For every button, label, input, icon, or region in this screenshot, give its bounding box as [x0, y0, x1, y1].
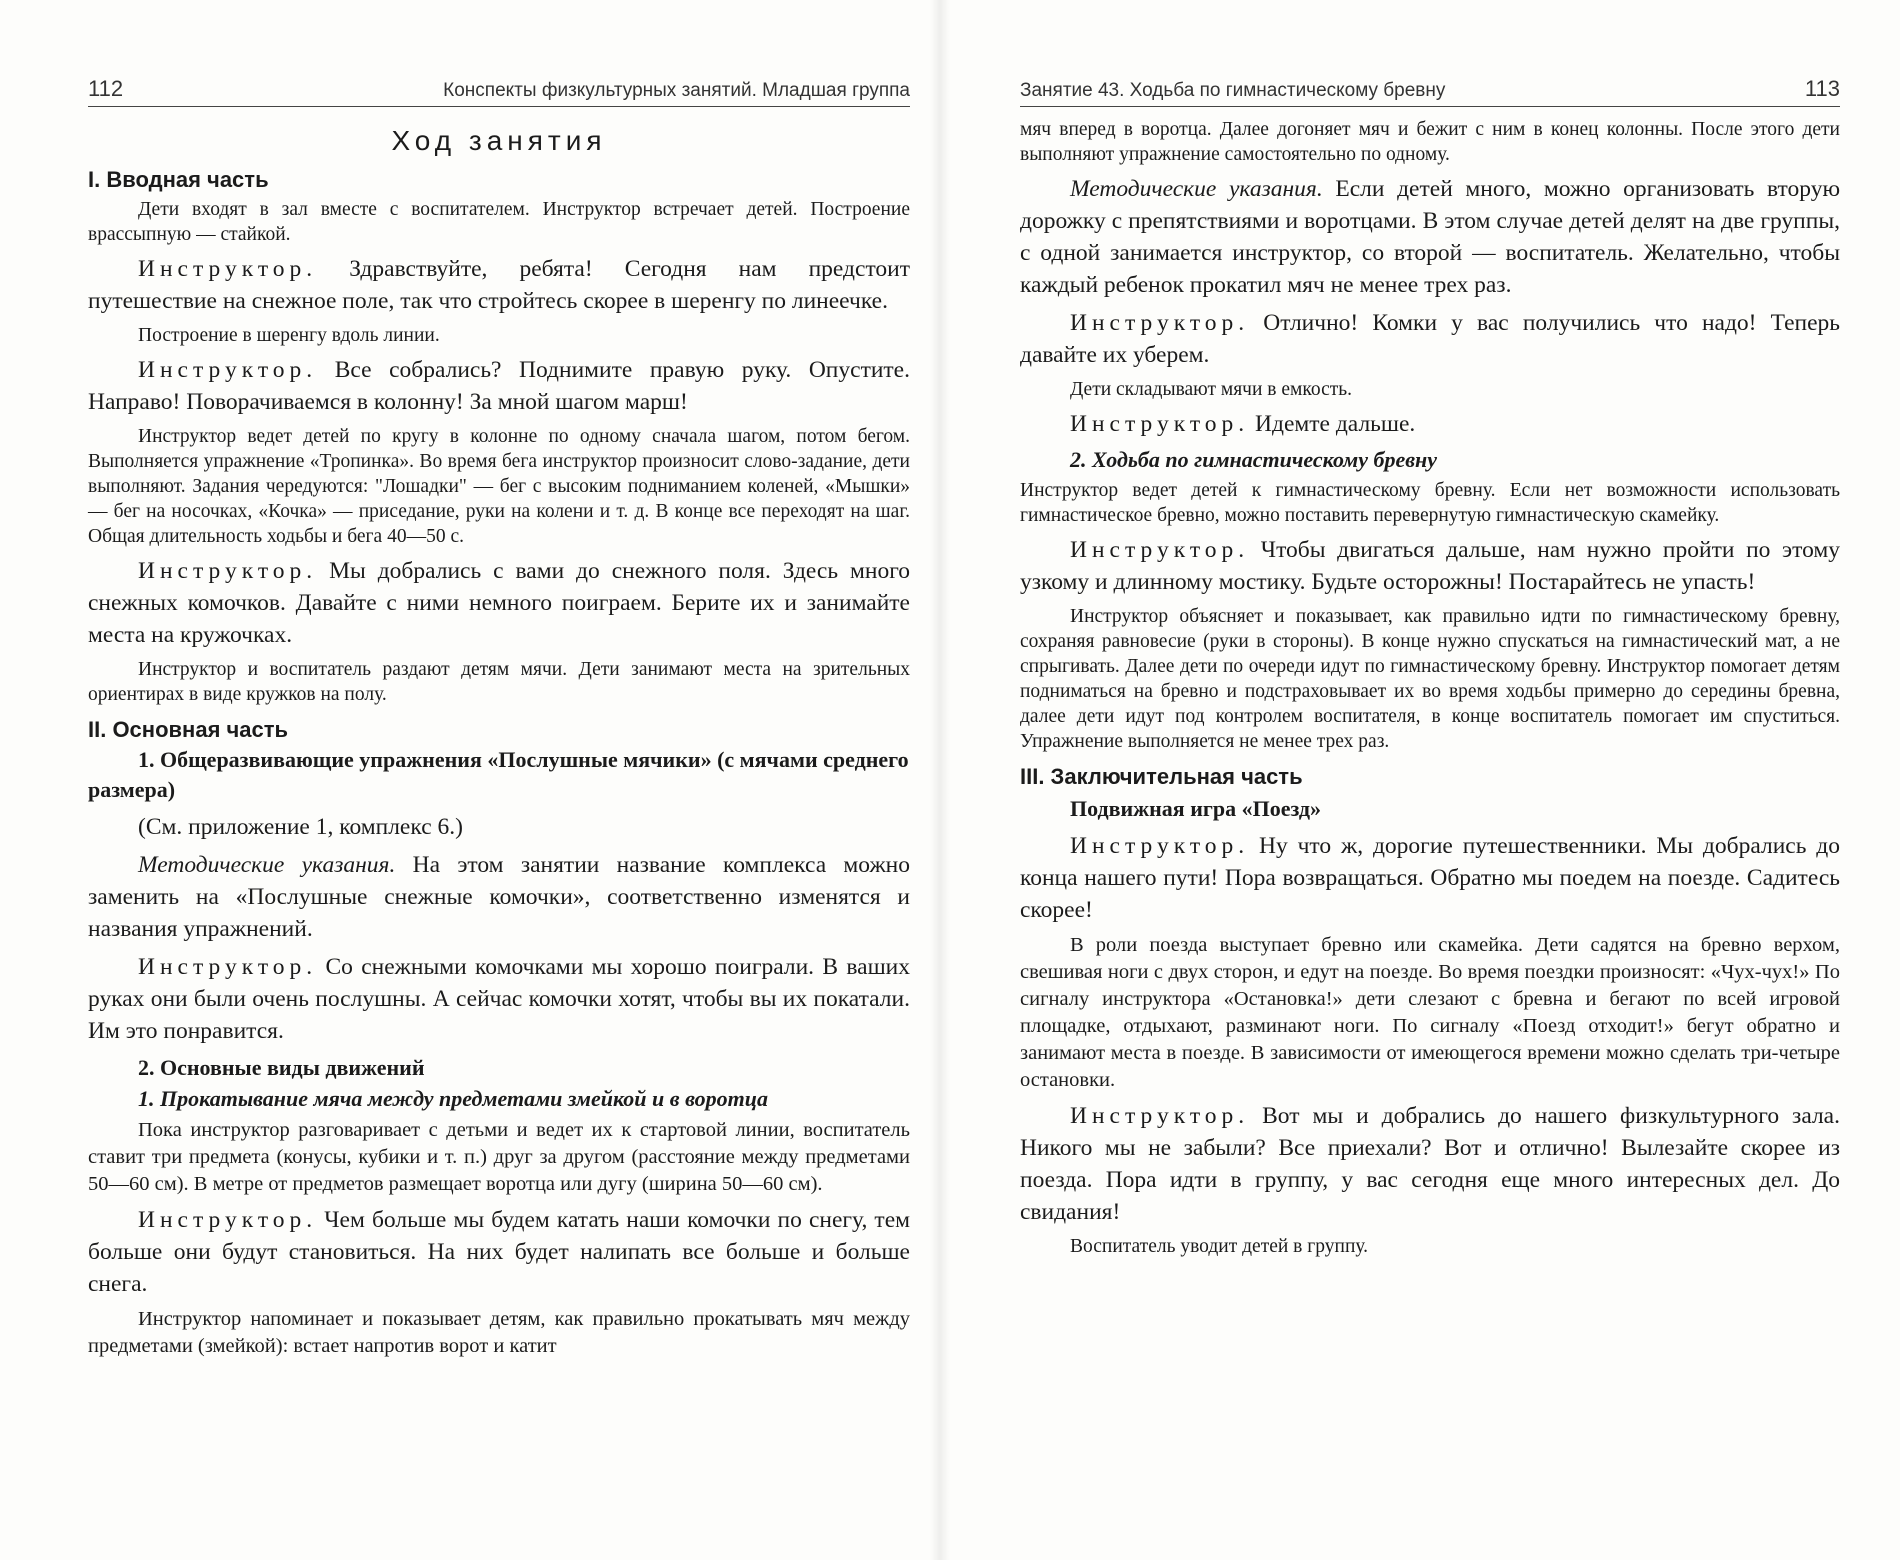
speaker: Инструктор. [1070, 1103, 1250, 1129]
speaker: Инструктор. [138, 954, 318, 980]
section-heading-final: III. Заключительная часть [1020, 764, 1303, 789]
speech: Идемте дальше. [1249, 411, 1416, 437]
methodical-note [88, 849, 910, 945]
exercise-heading: 2. Ходьба по гимнастическому бревну [1070, 447, 1438, 472]
paragraph: Инструктор объясняет и показывает, как правильно идти по гимнастическому бревну, сохраняя равновесие (руки в стороны). В конце нужно спускаться на гимнастический мат, а не спрыгивать. Далее дети по очереди идут по гимнастическому бревну. Инструктор помогает детям подниматься на бревно и подстраховывает их во время ходьбы примерно до середины бревна, далее дети идут под контролем воспитателя, в конце воспитатель помогает им спуститься. Упражнение выполняется не менее трех раз. [1020, 606, 1840, 752]
left-page-number: 112 [88, 76, 124, 101]
paragraph: Дети входят в зал вместе с воспитателем. Инструктор встречает детей. Построение врассыпную — стайкой. [88, 199, 910, 245]
dialogue-paragraph [1020, 1100, 1840, 1228]
paragraph: Инструктор ведет детей к гимнастическому бревну. Если нет возможности использовать гимнастическое бревно, можно поставить перевернутую гимнастическую скамейку. [1020, 480, 1840, 526]
right-running-header [1020, 60, 1840, 107]
left-page [0, 0, 940, 1560]
note-text: Если детей много, можно организовать вторую дорожку с препятствиями и воротцами. В этом случае детей делят на две группы, с одной занимается инструктор, со второй — воспитатель. Желательно, чтобы каждый ребенок прокатил мяч не менее трех раз. [1020, 176, 1841, 298]
paragraph: мяч вперед в воротца. Далее догоняет мяч и бежит с ним в конец колонны. После этого дети выполняют упражнение самостоятельно по одному. [1020, 119, 1840, 165]
paragraph: Пока инструктор разговаривает с детьми и ведет их к стартовой линии, воспитатель ставит три предмета (конусы, кубики и т. п.) друг за другом (расстояние между предметами 50—60 см). В метре от предметов размещает воротца или дугу (ширина 50—60 см). [88, 1119, 910, 1195]
lesson-title: Ход занятия [391, 125, 607, 156]
paragraph: Воспитатель уводит детей в группу. [1070, 1236, 1369, 1257]
speaker: Инструктор. [1070, 411, 1250, 437]
paragraph: (См. приложение 1, комплекс 6.) [138, 814, 463, 840]
speaker: Инструктор. [138, 558, 318, 584]
dialogue-paragraph [88, 555, 910, 651]
note-label: Методические указания. [138, 852, 396, 878]
speaker: Инструктор. [1070, 537, 1250, 563]
left-running-header [88, 60, 910, 107]
paragraph: Инструктор и воспитатель раздают детям мячи. Дети занимают места на зрительных ориентирах в виде кружков на полу. [88, 659, 910, 705]
paragraph: Построение в шеренгу вдоль линии. [138, 325, 440, 346]
left-running-head: Конспекты физкультурных занятий. Младшая группа [443, 80, 910, 101]
speech: Чтобы двигаться дальше, нам нужно пройти по этому узкому и длинному мостику. Будьте осторожны! Постарайтесь не упасть! [1020, 537, 1840, 595]
dialogue-paragraph [1020, 534, 1840, 598]
subsection-heading: 2. Основные виды движений [138, 1055, 425, 1080]
methodical-note [1020, 173, 1840, 301]
dialogue-paragraph [88, 951, 910, 1047]
paragraph: Дети складывают мячи в емкость. [1070, 379, 1353, 400]
note-text: На этом занятии название комплекса можно заменить на «Послушные снежные комочки», соответственно изменятся и названия упражнений. [88, 852, 911, 942]
dialogue-paragraph [88, 253, 910, 317]
speech: Все собрались? Поднимите правую руку. Опустите. Направо! Поворачиваемся в колонну! За мной шагом марш! [88, 357, 910, 415]
paragraph: Инструктор ведет детей по кругу в колонне по одному сначала шагом, потом бегом. Выполняется упражнение «Тропинка». Во время бега инструктор произносит слово-задание, дети выполняют. Задания чередуются: "Лошадки" — бег с высоким подниманием коленей, «Мышки» — бег на носочках, «Кочка» — приседание, руки на колени и т. д. В конце все переходят на шаг. Общая длительность ходьбы и бега 40—50 с. [88, 426, 910, 547]
speaker: Инструктор. [138, 1207, 318, 1233]
subsection-heading: Подвижная игра «Поезд» [1070, 796, 1322, 821]
speech: Вот мы и добрались до нашего физкультурного зала. Никого мы не забыли? Все приехали? Вот и отлично! Вылезайте скорее из поезда. Пора идти в группу, у вас сегодня еще много интересных дел. До свидания! [1020, 1103, 1840, 1225]
paragraph: Инструктор напоминает и показывает детям, как правильно прокатывать мяч между предметами (змейкой): встает напротив ворот и катит [88, 1308, 910, 1357]
right-running-head: Занятие 43. Ходьба по гимнастическому бревну [1020, 80, 1446, 101]
speech: Ну что ж, дорогие путешественники. Мы добрались до конца нашего пути! Пора возвращаться. Обратно мы поедем на поезде. Садитесь скорее! [1020, 833, 1840, 923]
note-label: Методические указания. [1070, 176, 1323, 202]
speech: Чем больше мы будем катать наши комочки по снегу, тем больше они будут становиться. На них будет налипать все больше и больше снега. [88, 1207, 910, 1297]
dialogue-paragraph [1020, 307, 1840, 371]
dialogue-paragraph [88, 1204, 910, 1300]
dialogue-paragraph [88, 354, 910, 418]
section-heading-intro: I. Вводная часть [88, 167, 269, 192]
speaker: Инструктор. [1070, 833, 1250, 859]
paragraph: В роли поезда выступает бревно или скамейка. Дети садятся на бревно верхом, свешивая ноги с двух сторон, и едут на поезде. Во время поездки произносят: «Чух-чух!» По сигналу инструктора «Остановка!» дети слезают с бревна и бегают по всей игровой площадке, отдыхают, разминают ноги. По сигналу «Поезд отходит!» бегут обратно и занимают места в поезде. В зависимости от имеющегося времени можно сделать три-четыре остановки. [1020, 934, 1840, 1091]
speech: Со снежными комочками мы хорошо поиграли. В ваших руках они были очень послушны. А сейчас комочки хотят, чтобы вы их покатали. Им это понравится. [88, 954, 910, 1044]
speech: Мы добрались с вами до снежного поля. Здесь много снежных комочков. Давайте с ними немного поиграем. Берите их и занимайте места на кружочках. [88, 558, 910, 648]
exercise-heading: 1. Прокатывание мяча между предметами змейкой и в воротца [138, 1086, 768, 1111]
speech: Отлично! Комки у вас получились что надо! Теперь давайте их уберем. [1020, 310, 1840, 368]
speech: Здравствуйте, ребята! Сегодня нам предстоит путешествие на снежное поле, так что стройтесь скорее в шеренгу по линеечке. [88, 256, 910, 314]
speaker: Инструктор. [138, 256, 318, 282]
right-page-number: 113 [1804, 76, 1840, 101]
subsection-heading: 1. Общеразвивающие упражнения «Послушные мячики» (с мячами среднего размера) [88, 747, 909, 802]
dialogue-paragraph [1020, 408, 1840, 440]
speaker: Инструктор. [1070, 310, 1250, 336]
dialogue-paragraph [1020, 830, 1840, 926]
speaker: Инструктор. [138, 357, 318, 383]
right-page [940, 0, 1900, 1560]
section-heading-main: II. Основная часть [88, 717, 289, 742]
